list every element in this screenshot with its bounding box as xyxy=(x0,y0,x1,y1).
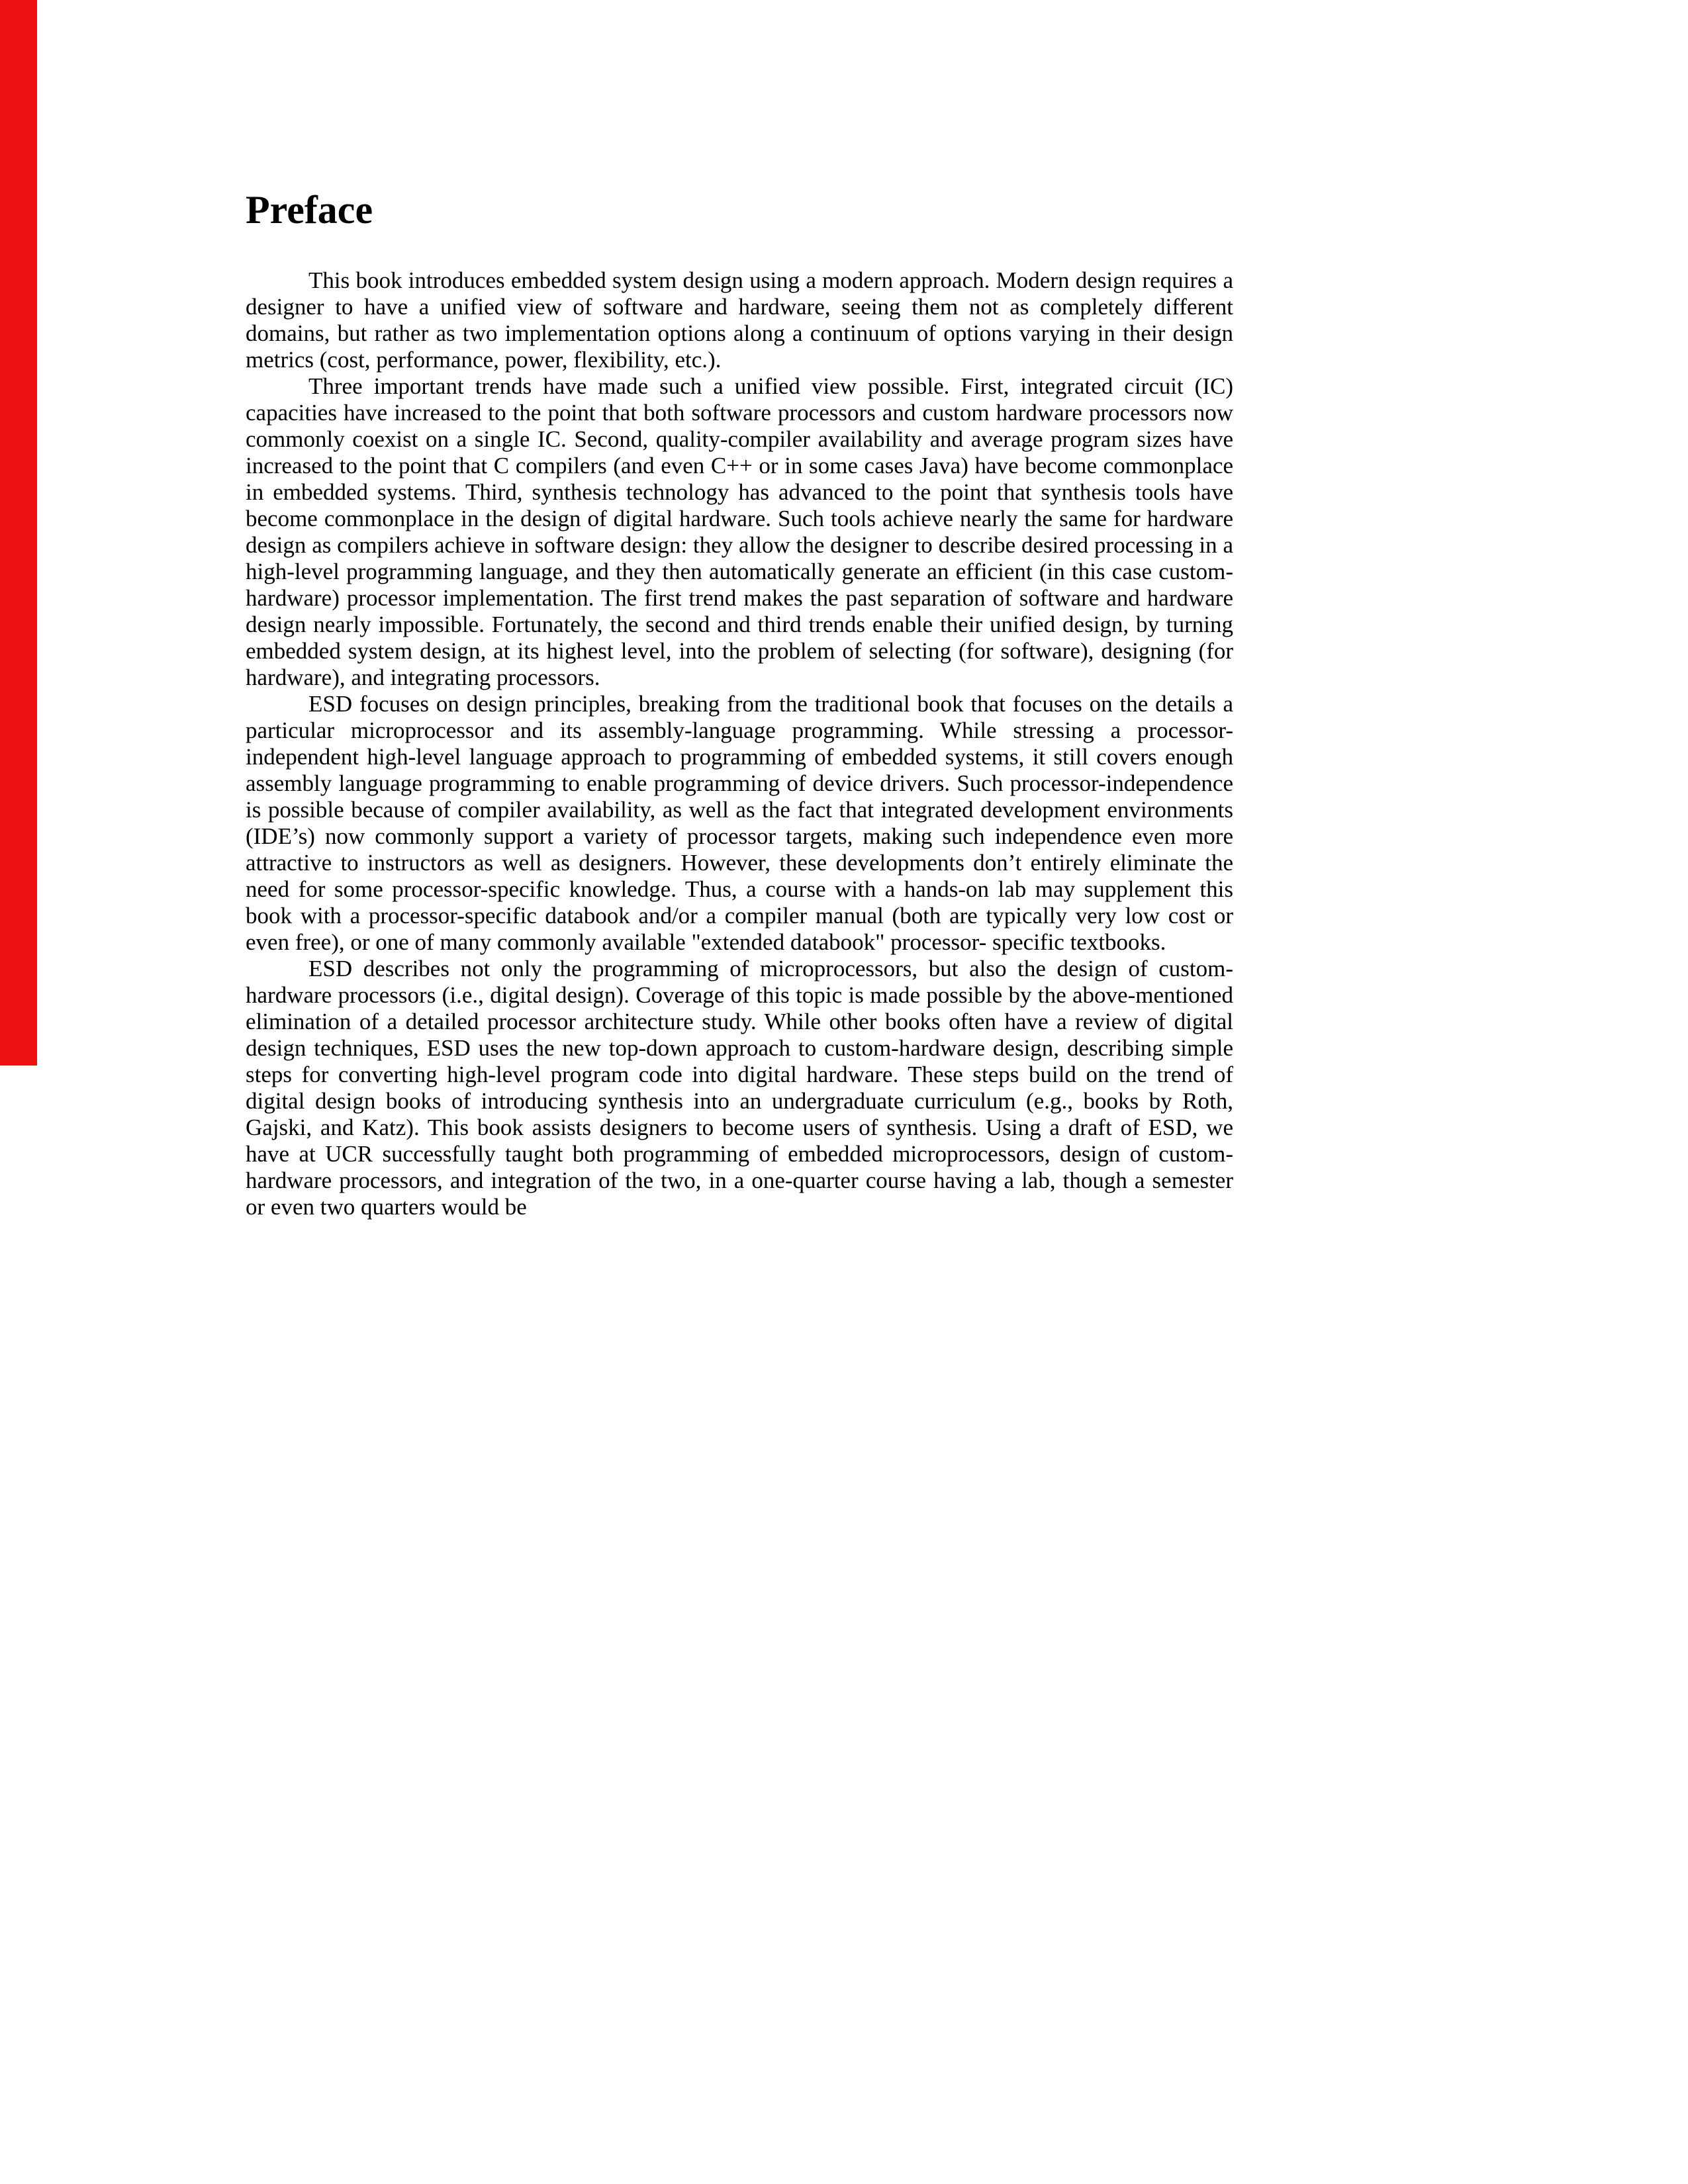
paragraph-3: ESD focuses on design principles, breaking from the traditional book that focuses on the details a particular microprocessor and its assembly-language programming. While stressing a processor-independent high-level language approach to programming of embedded systems, it still covers enough assembly language programming to enable programming of device drivers. Such processor-independence is possible because of compiler availability, as well as the fact that integrated development environments (IDE’s) now commonly support a variety of processor targets, making such independence even more attractive to instructors as well as designers. However, these developments don’t entirely eliminate the need for some processor-specific knowledge. Thus, a course with a hands-on lab may supplement this book with a processor-specific databook and/or a compiler manual (both are typically very low cost or even free), or one of many commonly available "extended databook" processor- specific textbooks. xyxy=(246,691,1233,955)
paragraph-1: This book introduces embedded system design using a modern approach. Modern design requires a designer to have a unified view of software and hardware, seeing them not as completely different domains, but rather as two implementation options along a continuum of options varying in their design metrics (cost, performance, power, flexibility, etc.). xyxy=(246,267,1233,373)
red-margin-bar xyxy=(0,0,37,1066)
page-title: Preface xyxy=(246,188,373,232)
preface-body xyxy=(246,267,1233,1220)
paragraph-2: Three important trends have made such a unified view possible. First, integrated circuit (IC) capacities have increased to the point that both software processors and custom hardware processors now commonly coexist on a single IC. Second, quality-compiler availability and average program sizes have increased to the point that C compilers (and even C++ or in some cases Java) have become commonplace in embedded systems. Third, synthesis technology has advanced to the point that synthesis tools have become commonplace in the design of digital hardware. Such tools achieve nearly the same for hardware design as compilers achieve in software design: they allow the designer to describe desired processing in a high-level programming language, and they then automatically generate an efficient (in this case custom-hardware) processor implementation. The first trend makes the past separation of software and hardware design nearly impossible. Fortunately, the second and third trends enable their unified design, by turning embedded system design, at its highest level, into the problem of selecting (for software), designing (for hardware), and integrating processors. xyxy=(246,373,1233,690)
page xyxy=(246,187,1233,1220)
paragraph-4: ESD describes not only the programming of microprocessors, but also the design of custom-hardware processors (i.e., digital design). Coverage of this topic is made possible by the above-mentioned elimination of a detailed processor architecture study. While other books often have a review of digital design techniques, ESD uses the new top-down approach to custom-hardware design, describing simple steps for converting high-level program code into digital hardware. These steps build on the trend of digital design books of introducing synthesis into an undergraduate curriculum (e.g., books by Roth, Gajski, and Katz). This book assists designers to become users of synthesis. Using a draft of ESD, we have at UCR successfully taught both programming of embedded microprocessors, design of custom-hardware processors, and integration of the two, in a one-quarter course having a lab, though a semester or even two quarters would be xyxy=(246,956,1233,1220)
